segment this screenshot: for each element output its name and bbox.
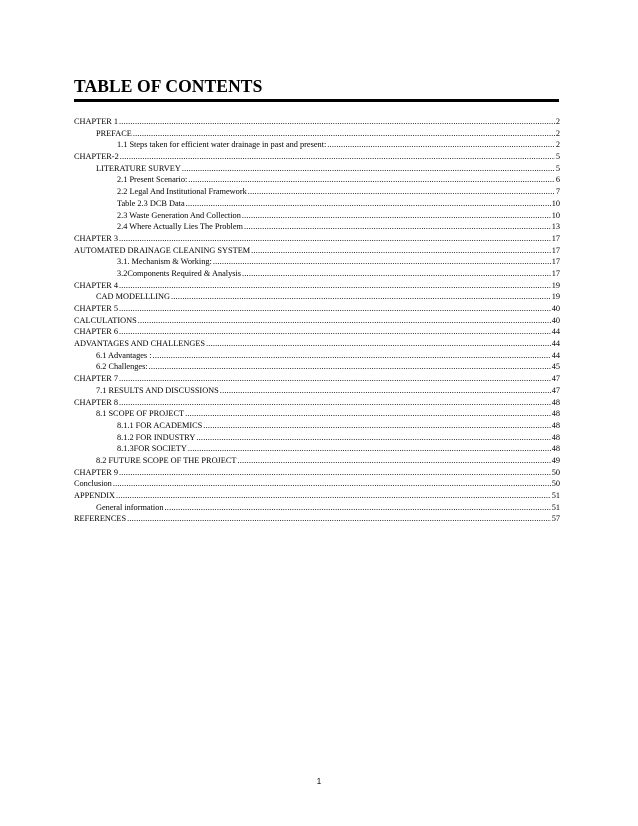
dot-leader [242,210,551,222]
toc-entry-label: LITERATURE SURVEY [96,163,181,173]
dot-leader [237,455,550,467]
toc-entry-label: 6.1 Advantages : [96,350,152,360]
toc-entry[interactable] [74,326,560,338]
toc-entry-label: ADVANTAGES AND CHALLENGES [74,339,206,349]
toc-entry-label: 2.2 Legal And Institutional Framework [117,187,247,197]
toc-entry[interactable] [74,490,560,502]
toc-entry-page: 48 [551,432,560,442]
toc-entry-label: 8.1.3FOR SOCIETY [117,444,187,454]
toc-entry-page: 50 [551,479,560,489]
toc-entry-label: 1.1 Steps taken for efficient water drainage in past and present: [117,140,327,150]
toc-entry-page: 19 [551,280,560,290]
toc-entry[interactable] [74,280,560,292]
toc-entry-label: 2.4 Where Actually Lies The Problem [117,222,243,232]
dot-leader [119,303,551,315]
toc-entry-page: 51 [551,491,560,500]
dot-leader [119,116,555,128]
toc-entry[interactable] [74,221,560,233]
toc-entry-page: 44 [551,327,560,337]
dot-leader [251,245,551,257]
toc-entry-page: 5 [555,163,560,173]
page-title: TABLE OF CONTENTS [74,76,263,96]
toc-entry[interactable] [74,373,560,385]
toc-entry-label: AUTOMATED DRAINAGE CLEANING SYSTEM [74,245,251,255]
toc-entry-page: 57 [551,514,560,524]
toc-entry-label: CHAPTER 5 [74,304,119,313]
dot-leader [119,373,551,385]
toc-entry[interactable] [74,455,560,467]
dot-leader [188,443,551,455]
toc-entry[interactable] [74,443,560,455]
toc-entry-label: 8.2 FUTURE SCOPE OF THE PROJECT [96,455,237,465]
toc-entry-page: 10 [551,210,560,220]
toc-entry[interactable] [74,151,560,163]
toc-entry[interactable] [74,245,560,257]
toc-entry-label: Table 2.3 DCB Data [117,198,185,208]
toc-entry-page: 47 [551,374,560,384]
toc-entry-page: 48 [551,420,560,430]
dot-leader [120,151,555,163]
toc-entry-page: 44 [551,339,560,349]
dot-leader [127,513,551,525]
toc-entry-page: 6 [555,175,560,185]
toc-entry-label: CHAPTER 9 [74,467,119,477]
dot-leader [182,163,555,175]
toc-entry[interactable] [74,256,560,268]
toc-entry-label: 3.1. Mechanism & Working: [117,257,212,267]
dot-leader [133,128,555,140]
toc-entry-label: CAD MODELLLING [96,292,170,302]
toc-entry-page: 17 [551,257,560,267]
toc-entry[interactable] [74,513,560,525]
dot-leader [203,420,550,432]
toc-entry-page: 48 [551,409,560,419]
toc-entry[interactable] [74,128,560,140]
toc-entry-label: APPENDIX [74,491,116,500]
dot-leader [242,268,551,280]
dot-leader [206,338,551,350]
toc-entry-label: 8.1 SCOPE OF PROJECT [96,409,185,419]
toc-entry-label: REFERENCES [74,514,127,524]
toc-entry-page: 2 [555,117,560,126]
toc-entry-label: CHAPTER-2 [74,152,119,162]
toc-entry[interactable] [74,186,560,198]
toc-entry[interactable] [74,361,560,373]
dot-leader [188,174,555,186]
dot-leader [248,186,555,198]
toc-entry[interactable] [74,350,560,362]
dot-leader [119,326,551,338]
toc-entry-page: 10 [551,198,560,208]
dot-leader [153,350,551,362]
toc-entry-label: CHAPTER 4 [74,280,119,290]
toc-entry[interactable] [74,478,560,490]
toc-entry-label: PREFACE [96,128,132,138]
toc-entry-page: 2 [555,140,560,150]
toc-entry-label: CHAPTER 7 [74,374,119,384]
dot-leader [186,198,551,210]
toc-entry-page: 50 [551,467,560,477]
dot-leader [213,256,551,268]
dot-leader [327,139,555,151]
toc-entry[interactable] [74,315,560,327]
toc-entry-page: 19 [551,292,560,302]
dot-leader [185,408,551,420]
toc-entry-label: 8.1.2 FOR INDUSTRY [117,432,196,442]
toc-entry[interactable] [74,420,560,432]
toc-entry-page: 5 [555,152,560,162]
toc-entry[interactable] [74,408,560,420]
toc-entry-page: 51 [551,502,560,512]
toc-entry-page: 17 [551,268,560,278]
toc-entry-page: 45 [551,362,560,372]
toc-entry-label: 2.1 Present Scenario: [117,175,188,185]
toc-entry[interactable] [74,233,560,245]
toc-entry-label: 3.2Components Required & Analysis [117,268,241,278]
toc-entry-label: Conclusion [74,479,112,489]
toc-entry[interactable] [74,291,560,303]
toc-entry-label: 6.2 Challenges: [96,362,148,372]
toc-entry-page: 13 [551,222,560,232]
toc-entry-page: 7 [555,187,560,197]
toc-entry-page: 44 [551,350,560,360]
toc-entry-label: General information [96,502,164,512]
page-number: 1 [316,777,322,786]
toc-entry[interactable] [74,139,560,151]
toc-entry[interactable] [74,385,560,397]
dot-leader [149,361,551,373]
dot-leader [165,502,551,514]
dot-leader [196,432,550,444]
toc-entry[interactable] [74,502,560,514]
toc-entry-page: 47 [551,385,560,395]
title-underline [74,99,559,102]
dot-leader [119,280,551,292]
dot-leader [119,467,551,479]
toc-entry[interactable] [74,268,560,280]
toc-entry-label: CALCULATIONS [74,315,137,325]
toc-entry-page: 49 [551,455,560,465]
toc-entry-page: 48 [551,397,560,407]
toc-entry-page: 40 [551,304,560,313]
toc-entry-page: 2 [555,128,560,138]
toc-entry[interactable] [74,432,560,444]
toc-entry-page: 17 [551,233,560,243]
dot-leader [171,291,551,303]
toc-entry[interactable] [74,116,560,128]
dot-leader [116,490,551,502]
toc-entry[interactable] [74,174,560,186]
toc-entry[interactable] [74,467,560,479]
toc-entry-label: CHAPTER 3 [74,233,119,243]
table-of-contents [74,116,560,525]
toc-entry[interactable] [74,338,560,350]
toc-entry-label: 2.3 Waste Generation And Collection [117,210,241,220]
toc-entry-label: CHAPTER 1 [74,117,119,126]
toc-entry-label: 8.1.1 FOR ACADEMICS [117,420,203,430]
toc-entry[interactable] [74,397,560,409]
toc-entry-page: 40 [551,315,560,325]
toc-entry[interactable] [74,303,560,315]
toc-entry-label: 7.1 RESULTS AND DISCUSSIONS [96,385,219,395]
dot-leader [119,233,551,245]
toc-entry-label: CHAPTER 6 [74,327,119,337]
toc-entry-label: CHAPTER 8 [74,397,119,407]
toc-entry[interactable] [74,163,560,175]
dot-leader [113,478,551,490]
toc-entry[interactable] [74,198,560,210]
dot-leader [119,397,551,409]
toc-entry-page: 17 [551,245,560,255]
dot-leader [244,221,551,233]
toc-entry[interactable] [74,210,560,222]
toc-entry-page: 48 [551,444,560,454]
dot-leader [220,385,551,397]
dot-leader [138,315,551,327]
